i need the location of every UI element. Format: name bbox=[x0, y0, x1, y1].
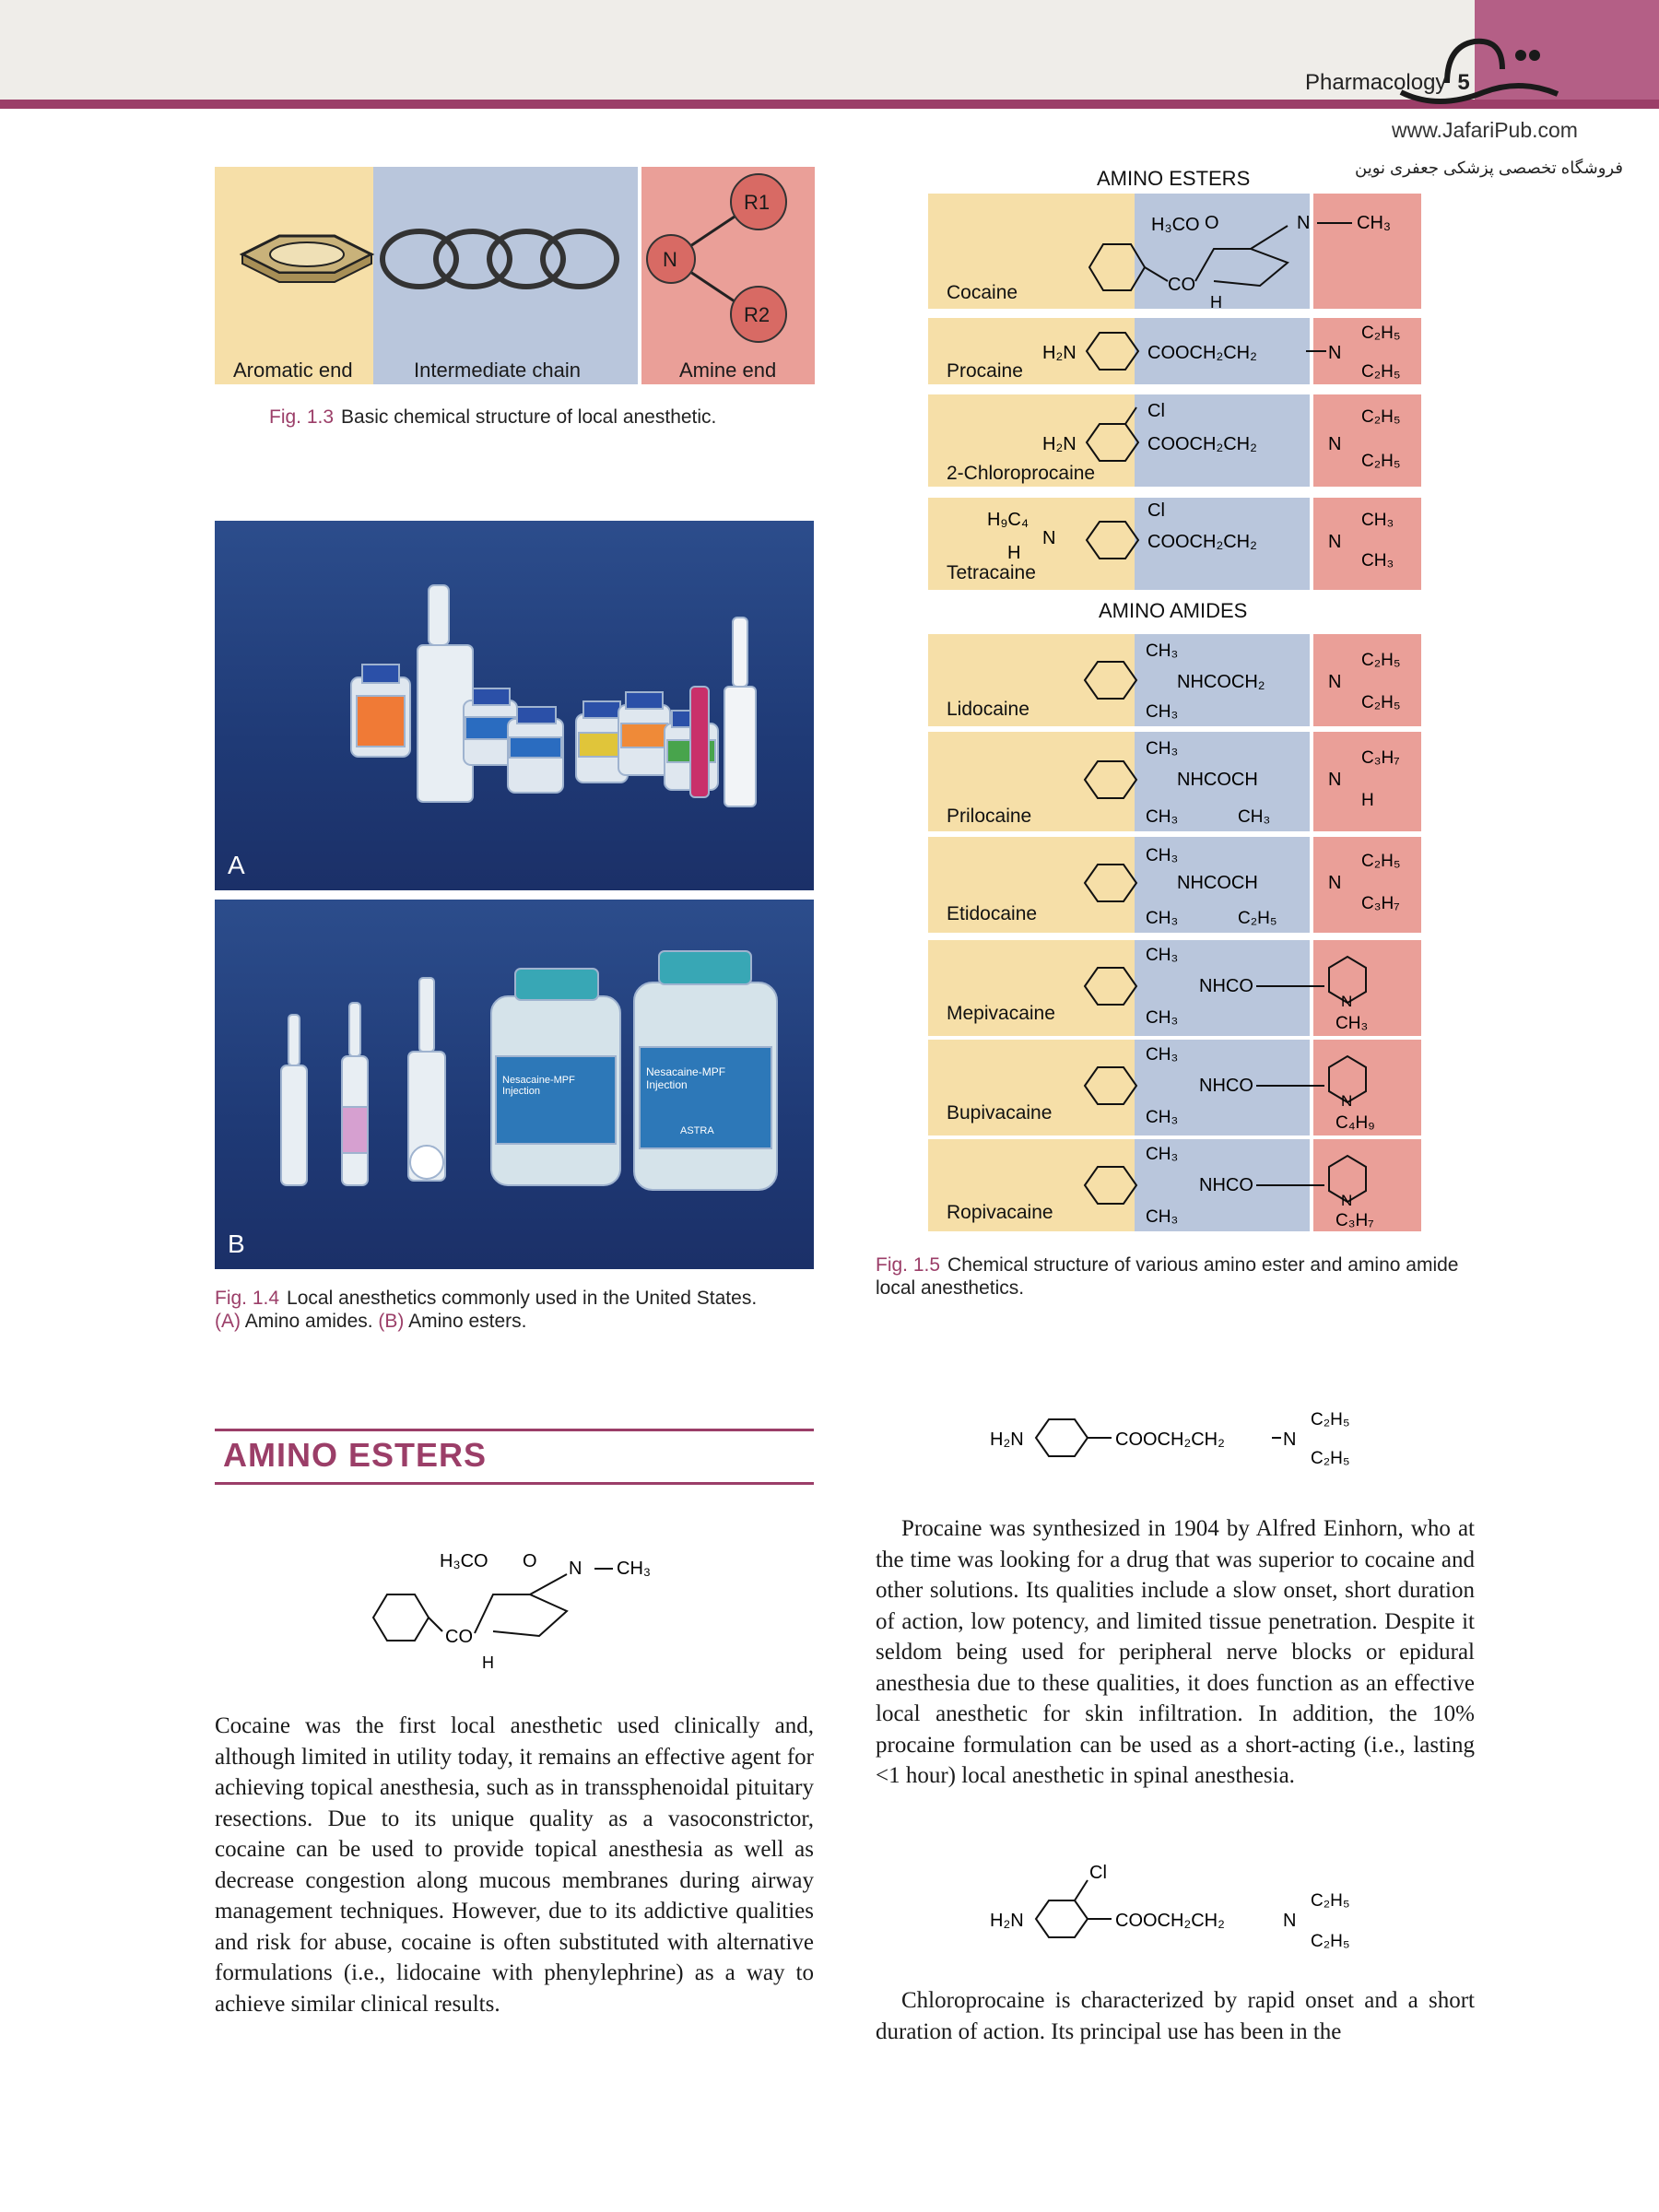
section-rule-bottom bbox=[215, 1482, 814, 1485]
svg-text:H₂N: H₂N bbox=[1042, 434, 1077, 454]
svg-text:CH₃: CH₃ bbox=[1361, 511, 1394, 530]
svg-text:COOCH₂CH₂: COOCH₂CH₂ bbox=[1147, 532, 1257, 552]
svg-text:COOCH₂CH₂: COOCH₂CH₂ bbox=[1147, 434, 1257, 454]
svg-text:C₃H₇: C₃H₇ bbox=[1335, 1211, 1374, 1230]
bottle-label-3: Nesacaine-MPF Injection bbox=[646, 1065, 726, 1091]
svg-text:CO: CO bbox=[445, 1627, 473, 1647]
svg-text:C₂H₅: C₂H₅ bbox=[1311, 1410, 1350, 1430]
amine-end-label: Amine end bbox=[679, 359, 777, 382]
svg-text:CH₃: CH₃ bbox=[1146, 641, 1179, 661]
amide-row-ropivacaine bbox=[928, 1139, 1421, 1231]
procaine-structure-inline bbox=[986, 1401, 1392, 1475]
atom-r2-label: R2 bbox=[744, 303, 771, 326]
svg-text:CH₃: CH₃ bbox=[1146, 1145, 1179, 1164]
vials-drawing bbox=[215, 521, 814, 890]
procaine-structure bbox=[1030, 318, 1421, 384]
prilocaine-structure bbox=[1076, 732, 1421, 831]
svg-text:COOCH₂CH₂: COOCH₂CH₂ bbox=[1115, 1911, 1225, 1931]
svg-text:CH₃: CH₃ bbox=[1146, 946, 1179, 965]
svg-text:N: N bbox=[1328, 672, 1342, 692]
svg-text:CH₃: CH₃ bbox=[1146, 1008, 1179, 1028]
svg-text:Cl: Cl bbox=[1147, 401, 1165, 421]
cocaine-structure bbox=[1076, 194, 1417, 309]
ropivacaine-structure bbox=[1076, 1139, 1421, 1231]
svg-text:N: N bbox=[1341, 993, 1353, 1010]
amide-row-prilocaine bbox=[928, 732, 1421, 831]
amide-row-bupivacaine bbox=[928, 1040, 1421, 1135]
ester-row-procaine bbox=[928, 318, 1421, 384]
svg-text:CH₃: CH₃ bbox=[1146, 1207, 1179, 1227]
svg-text:O: O bbox=[523, 1551, 537, 1571]
amino-amides-header: AMINO AMIDES bbox=[1099, 599, 1248, 622]
svg-text:H₃CO: H₃CO bbox=[440, 1551, 488, 1571]
photo-amino-esters bbox=[215, 900, 814, 1269]
svg-text:CH₃: CH₃ bbox=[1146, 739, 1179, 759]
chloroprocaine-structure bbox=[1030, 394, 1421, 487]
svg-text:NHCOCH: NHCOCH bbox=[1177, 770, 1258, 790]
publisher-logo-icon bbox=[1382, 28, 1585, 111]
svg-text:CH₃: CH₃ bbox=[1146, 909, 1179, 928]
svg-text:H: H bbox=[482, 1653, 494, 1672]
tetracaine-structure bbox=[974, 498, 1421, 590]
photo-letter-a: A bbox=[228, 851, 245, 879]
paragraph-cocaine: Cocaine was the first local anesthetic used clinically and, although limited in utility today, it remains an effective agent for achieving topical anesthesia, such as in transsphenoidal pituitary resections. Due to its unique quality as a vasoconstrictor, cocaine can be used to provide topical anesthesia as well as decrease congestion along mucous membranes during airway management techniques. However, due to its addictive qualities and risk for abuse, cocaine is often substituted with alternative formulations (i.e., lidocaine with phenylephrine) as a way to achieve similar clinical results. bbox=[215, 1713, 814, 2017]
svg-text:C₂H₅: C₂H₅ bbox=[1361, 452, 1401, 471]
svg-text:N: N bbox=[1283, 1430, 1297, 1450]
fig-1-5-caption: Fig. 1.5 Chemical structure of various amino ester and amino amide local anesthetics. bbox=[876, 1254, 1459, 1299]
svg-text:N: N bbox=[1328, 343, 1342, 363]
fig-1-3-caption: Fig. 1.3 Basic chemical structure of local anesthetic. bbox=[269, 406, 717, 428]
svg-text:H₃CO: H₃CO bbox=[1151, 215, 1200, 235]
svg-text:H₂N: H₂N bbox=[990, 1911, 1024, 1931]
drug-name: Tetracaine bbox=[947, 562, 1036, 583]
svg-text:NHCO: NHCO bbox=[1199, 1076, 1253, 1096]
svg-text:N: N bbox=[1297, 213, 1311, 233]
svg-text:H₉C₄: H₉C₄ bbox=[987, 510, 1029, 530]
svg-text:COOCH₂CH₂: COOCH₂CH₂ bbox=[1115, 1430, 1225, 1450]
svg-text:NHCOCH₂: NHCOCH₂ bbox=[1177, 672, 1265, 692]
svg-text:C₂H₅: C₂H₅ bbox=[1361, 852, 1401, 871]
svg-text:N: N bbox=[1341, 1192, 1353, 1209]
ester-row-chloroprocaine bbox=[928, 394, 1421, 487]
svg-text:N: N bbox=[1283, 1911, 1297, 1931]
drug-name: Bupivacaine bbox=[947, 1102, 1053, 1124]
svg-text:N: N bbox=[569, 1559, 582, 1579]
svg-text:H: H bbox=[1007, 543, 1021, 563]
svg-text:CH₃: CH₃ bbox=[1357, 213, 1392, 233]
svg-text:CH₃: CH₃ bbox=[1146, 846, 1179, 865]
aromatic-end-label: Aromatic end bbox=[233, 359, 353, 382]
svg-text:CH₃: CH₃ bbox=[1361, 551, 1394, 571]
svg-text:O: O bbox=[1205, 213, 1219, 233]
svg-text:C₂H₅: C₂H₅ bbox=[1238, 909, 1277, 928]
paragraph-chloroprocaine: Chloroprocaine is characterized by rapid onset and a short duration of action. Its principal use has been in the bbox=[876, 1988, 1475, 2044]
svg-text:CH₃: CH₃ bbox=[617, 1559, 652, 1579]
drug-name: Lidocaine bbox=[947, 699, 1030, 720]
bottle-brand: ASTRA bbox=[680, 1125, 714, 1136]
svg-text:N: N bbox=[1042, 528, 1056, 548]
svg-text:C₂H₅: C₂H₅ bbox=[1361, 651, 1401, 670]
svg-text:N: N bbox=[1328, 532, 1342, 552]
drug-name: Procaine bbox=[947, 360, 1023, 382]
svg-text:N: N bbox=[1328, 873, 1342, 893]
svg-text:N: N bbox=[1328, 434, 1342, 454]
svg-text:Cl: Cl bbox=[1089, 1863, 1107, 1883]
cocaine-structure-inline bbox=[364, 1539, 677, 1677]
photo-amino-amides bbox=[215, 521, 814, 890]
svg-text:C₂H₅: C₂H₅ bbox=[1361, 693, 1401, 712]
ester-row-cocaine bbox=[928, 194, 1421, 309]
photo-letter-b: B bbox=[228, 1230, 245, 1258]
intermediate-chain-label: Intermediate chain bbox=[414, 359, 581, 382]
svg-text:CH₃: CH₃ bbox=[1335, 1014, 1369, 1033]
svg-text:CO: CO bbox=[1168, 275, 1195, 295]
section-rule-top bbox=[215, 1429, 814, 1431]
drug-name: Etidocaine bbox=[947, 903, 1038, 924]
amino-esters-header: AMINO ESTERS bbox=[1097, 167, 1251, 190]
mepivacaine-structure bbox=[1076, 940, 1421, 1036]
page-number: 5 bbox=[1457, 70, 1470, 95]
ester-row-tetracaine bbox=[928, 498, 1421, 590]
fig-1-4-caption: Fig. 1.4 Local anesthetics commonly used in the United States. (A) Amino amides. (B) Amino esters. bbox=[215, 1288, 758, 1332]
svg-text:C₂H₅: C₂H₅ bbox=[1311, 1891, 1350, 1911]
amide-row-etidocaine bbox=[928, 837, 1421, 933]
svg-text:CH₃: CH₃ bbox=[1238, 807, 1271, 827]
atom-n-label: N bbox=[663, 248, 677, 271]
amide-row-mepivacaine bbox=[928, 940, 1421, 1036]
chloroprocaine-structure-inline bbox=[986, 1853, 1392, 1954]
svg-text:NHCOCH: NHCOCH bbox=[1177, 873, 1258, 893]
svg-text:CH₃: CH₃ bbox=[1146, 702, 1179, 722]
svg-text:CH₃: CH₃ bbox=[1146, 807, 1179, 827]
svg-text:N: N bbox=[1341, 1092, 1353, 1110]
svg-text:N: N bbox=[1328, 770, 1342, 790]
svg-text:C₄H₉: C₄H₉ bbox=[1335, 1113, 1375, 1133]
publisher-name: فروشگاه تخصصی پزشکی جعفری نوین bbox=[1355, 159, 1623, 177]
svg-text:CH₃: CH₃ bbox=[1146, 1108, 1179, 1127]
drug-name: 2-Chloroprocaine bbox=[947, 463, 1096, 484]
svg-text:C₂H₅: C₂H₅ bbox=[1311, 1932, 1350, 1951]
svg-text:C₂H₅: C₂H₅ bbox=[1361, 324, 1401, 343]
svg-text:H: H bbox=[1210, 293, 1222, 309]
paragraph-procaine: Procaine was synthesized in 1904 by Alfred Einhorn, who at the time was looking for a drug that was superior to cocaine and other solutions. Its qualities include a slow onset, short duration of action, low potency, and limited tissue penetration. Despite it seldom being used for peripheral nerve blocks or epidural anesthesia due to these qualities, it does function as an effective local anesthetic for skin infiltration. In addition, the 10% procaine formulation can be used as a short-acting (i.e., lasting <1 hour) local anesthetic in spinal anesthesia. bbox=[876, 1516, 1475, 1788]
drug-name: Ropivacaine bbox=[947, 1202, 1053, 1223]
svg-text:CH₃: CH₃ bbox=[1146, 1045, 1179, 1065]
svg-text:NHCO: NHCO bbox=[1199, 976, 1253, 996]
drug-name: Prilocaine bbox=[947, 806, 1032, 827]
etidocaine-structure bbox=[1076, 837, 1421, 933]
svg-text:H₂N: H₂N bbox=[990, 1430, 1024, 1450]
drug-name: Cocaine bbox=[947, 282, 1018, 303]
svg-text:COOCH₂CH₂: COOCH₂CH₂ bbox=[1147, 343, 1257, 363]
basic-structure-drawing bbox=[215, 167, 815, 384]
bottle-label-2: Nesacaine-MPF Injection bbox=[502, 1075, 575, 1097]
svg-text:Cl: Cl bbox=[1147, 500, 1165, 521]
svg-text:C₂H₅: C₂H₅ bbox=[1311, 1449, 1350, 1468]
atom-r1-label: R1 bbox=[744, 191, 771, 214]
bupivacaine-structure bbox=[1076, 1040, 1421, 1135]
svg-text:NHCO: NHCO bbox=[1199, 1175, 1253, 1195]
running-head: Pharmacology 5 bbox=[1305, 70, 1470, 95]
publisher-site: www.JafariPub.com bbox=[1392, 118, 1578, 142]
section-title: AMINO ESTERS bbox=[223, 1436, 488, 1474]
svg-text:C₃H₇: C₃H₇ bbox=[1361, 894, 1400, 913]
amide-row-lidocaine bbox=[928, 634, 1421, 726]
svg-text:C₂H₅: C₂H₅ bbox=[1361, 407, 1401, 427]
svg-text:C₃H₇: C₃H₇ bbox=[1361, 748, 1400, 768]
svg-text:C₂H₅: C₂H₅ bbox=[1361, 362, 1401, 382]
svg-text:H: H bbox=[1361, 791, 1374, 810]
svg-text:H₂N: H₂N bbox=[1042, 343, 1077, 363]
lidocaine-structure bbox=[1076, 634, 1421, 726]
figure-1-3 bbox=[215, 167, 815, 384]
drug-name: Mepivacaine bbox=[947, 1003, 1055, 1024]
